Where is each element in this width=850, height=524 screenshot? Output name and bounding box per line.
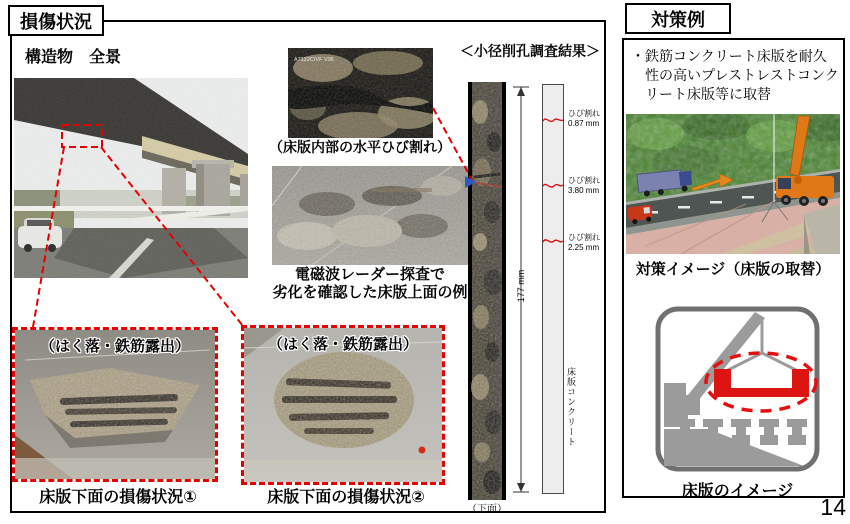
damage-photo1-overlay-label: （はく落・鉄筋露出） <box>39 338 190 355</box>
overview-heading: 構造物 全景 <box>25 49 122 66</box>
countermeasure-bullet <box>631 47 841 104</box>
core-bottom-label: （下面） <box>467 504 507 515</box>
countermeasure-image <box>626 114 840 254</box>
radar-caption-line2: 劣化を確認した床版上面の例 <box>272 284 468 301</box>
borehole-overlay-code: A7122C/VF V36 <box>294 57 334 63</box>
crack-label-2: ひび割れ 3.80 mm <box>568 176 600 195</box>
radar-photo <box>272 166 468 265</box>
bullet-line-1: ・鉄筋コンクリート床版を耐久 <box>631 48 827 64</box>
deck-pictogram <box>652 303 823 475</box>
damage-photo2-caption: 床版下面の損傷状況② <box>267 489 425 506</box>
core-survey-heading: ＜小径削孔調査結果＞ <box>460 43 600 59</box>
bullet-line-2: 性の高いプレストレストコンク <box>645 67 839 83</box>
crack-label-3: ひび割れ 2.25 mm <box>568 233 600 252</box>
radar-caption-line1: 電磁波レーダー探査で <box>294 266 445 283</box>
core-bar-label: 床版コンクリート <box>566 367 576 447</box>
deck-pictogram-caption: 床版のイメージ <box>681 483 794 500</box>
page-number: 14 <box>820 494 846 520</box>
damage-photo1-frame <box>12 327 218 482</box>
damage-photo1-caption: 床版下面の損傷状況① <box>39 489 197 506</box>
borehole-photo <box>288 48 433 138</box>
core-schematic-bar <box>542 84 564 494</box>
damage-photo2-overlay-label: （はく落・鉄筋露出） <box>267 336 418 353</box>
overview-photo <box>14 78 248 278</box>
borehole-caption: （床版内部の水平ひび割れ） <box>269 139 451 155</box>
damage-photo2-frame <box>241 325 445 485</box>
crack-label-1: ひび割れ 0.87 mm <box>568 109 600 128</box>
countermeasure-panel-title: 対策例 <box>625 3 731 34</box>
bullet-line-3: リート床版等に取替 <box>645 86 771 102</box>
damage-panel-title: 損傷状況 <box>8 5 104 36</box>
core-depth-label: 177 mm <box>516 269 526 303</box>
countermeasure-image-caption: 対策イメージ（床版の取替） <box>635 261 831 278</box>
